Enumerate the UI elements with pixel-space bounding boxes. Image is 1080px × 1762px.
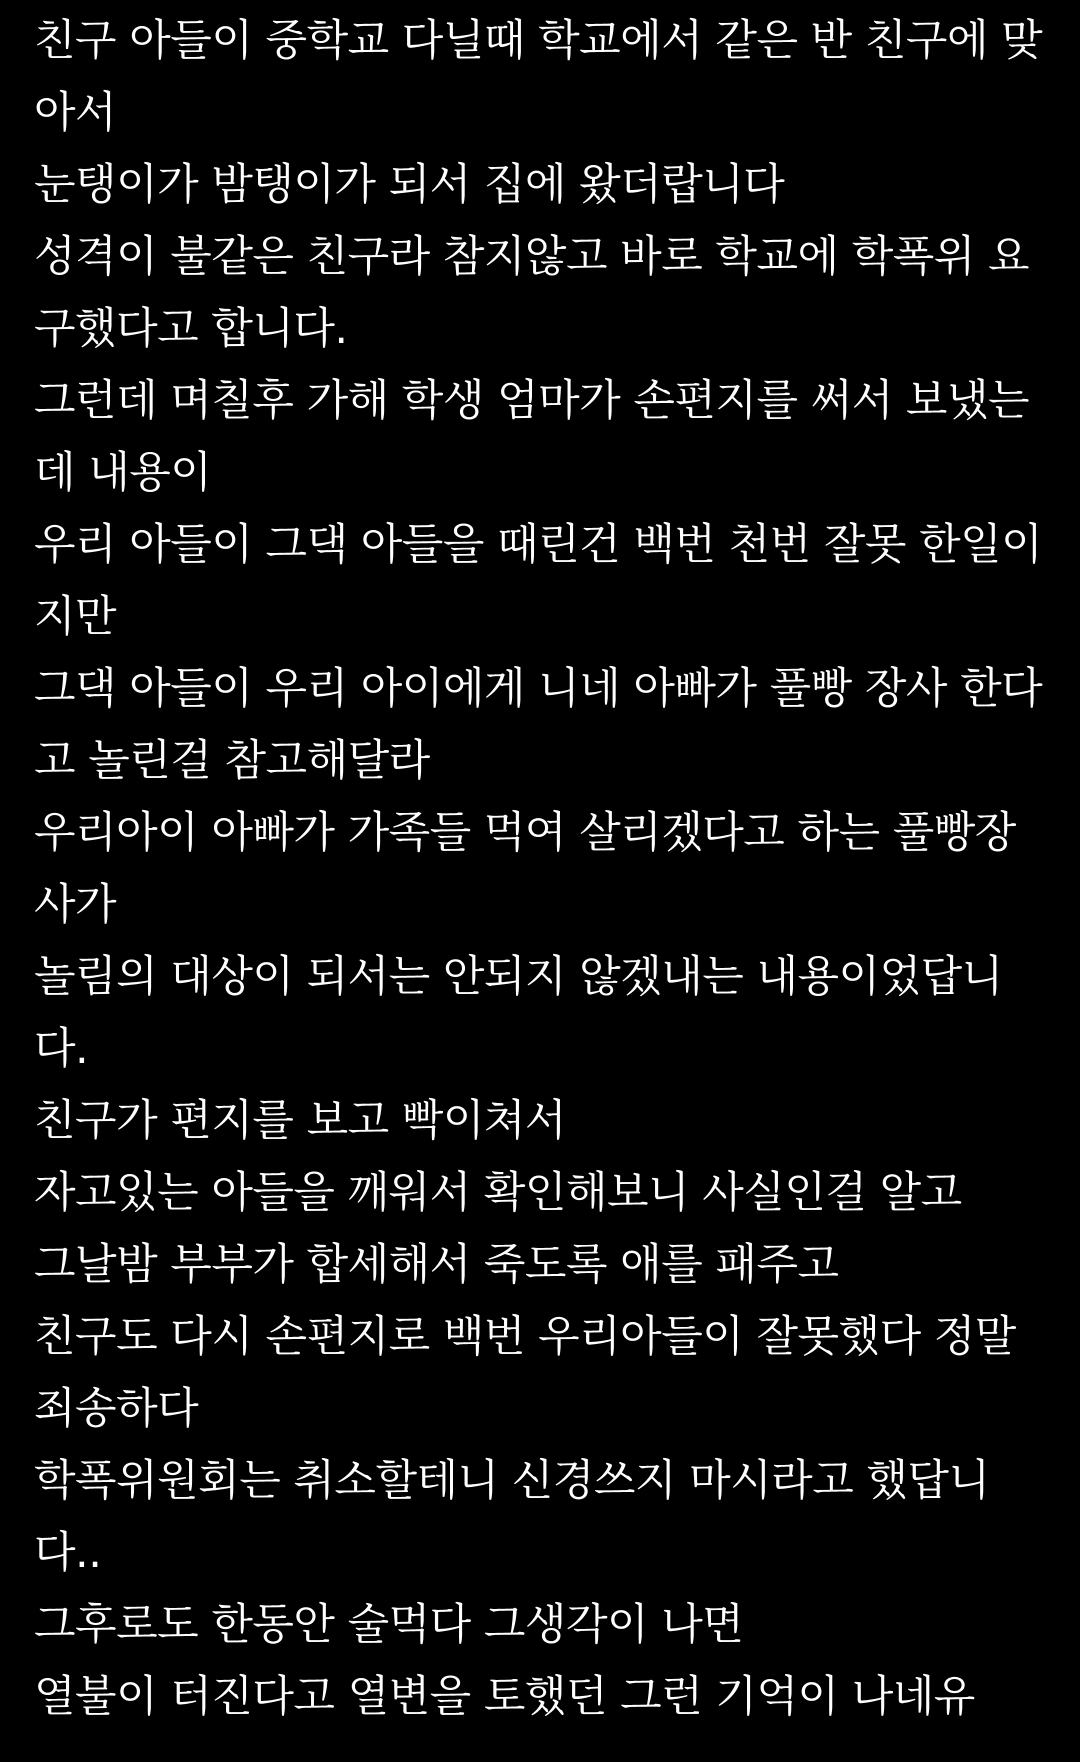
text-line: 성격이 불같은 친구라 참지않고 바로 학교에 학폭위 요 (34, 232, 1030, 282)
text-line: 아서 (34, 88, 117, 138)
text-line: 다. (34, 1024, 89, 1074)
text-line: 그날밤 부부가 합세해서 죽도록 애를 패주고 (34, 1240, 839, 1290)
text-line: 우리아이 아빠가 가족들 먹여 살리겠다고 하는 풀빵장 (34, 808, 1016, 858)
text-line: 열불이 터진다고 열변을 토했던 그런 기억이 나네유 (34, 1672, 975, 1722)
text-line: 다.. (34, 1528, 102, 1578)
text-line: 고 놀린걸 참고해달라 (34, 736, 430, 786)
text-line: 친구 아들이 중학교 다닐때 학교에서 같은 반 친구에 맞 (34, 16, 1043, 66)
text-line: 사가 (34, 880, 117, 930)
text-line: 자고있는 아들을 깨워서 확인해보니 사실인걸 알고 (34, 1168, 962, 1218)
text-line: 친구도 다시 손편지로 백번 우리아들이 잘못했다 정말 (34, 1312, 1016, 1362)
text-line: 그런데 며칠후 가해 학생 엄마가 손편지를 써서 보냈는 (34, 376, 1030, 426)
text-line: 지만 (34, 592, 117, 642)
text-line: 그후로도 한동안 술먹다 그생각이 나면 (34, 1600, 744, 1650)
text-line: 우리 아들이 그댁 아들을 때린건 백번 천번 잘못 한일이 (34, 520, 1043, 570)
text-line: 그댁 아들이 우리 아이에게 니네 아빠가 풀빵 장사 한다 (34, 664, 1043, 714)
text-line: 눈탱이가 밤탱이가 되서 집에 왔더랍니다 (34, 160, 785, 210)
text-line: 죄송하다 (34, 1384, 199, 1434)
text-line: 구했다고 합니다. (34, 304, 348, 354)
text-line: 친구가 편지를 보고 빡이쳐서 (34, 1096, 566, 1146)
text-line: 학폭위원회는 취소할테니 신경쓰지 마시라고 했답니 (34, 1456, 990, 1506)
text-line: 데 내용이 (34, 448, 212, 498)
post-body-text (34, 0, 1054, 1733)
text-line: 놀림의 대상이 되서는 안되지 않겠내는 내용이었답니 (34, 952, 1003, 1002)
